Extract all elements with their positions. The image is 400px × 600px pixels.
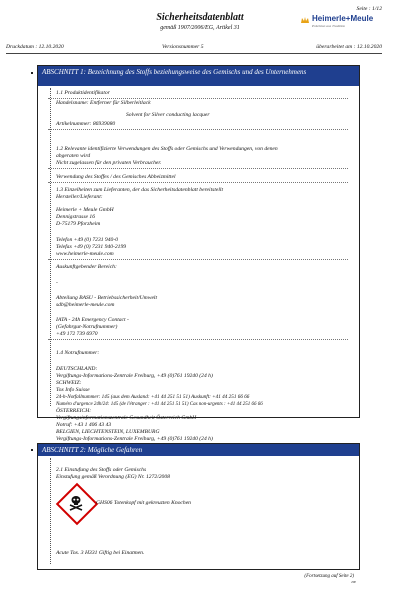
brand-name: Heimerle+Meule [312, 14, 374, 23]
page-number: Seite : 1/12 [356, 6, 382, 12]
divider [48, 129, 348, 130]
company-fax[interactable]: Telefax +49 (0) 7231 940-2199 [56, 244, 127, 250]
divider [48, 98, 348, 99]
section-1-rule [50, 88, 51, 406]
divider [48, 182, 348, 183]
section-marker [31, 72, 33, 74]
section-2-rule [50, 458, 51, 564]
iata-phone: +49 172 739 6970 [56, 331, 98, 337]
heading-1-3: 1.3 Einzelheiten zum Lieferanten, der das Sicherheitsdatenblatt bereitstellt [56, 187, 224, 193]
version-number: Versionsnummer 5 [162, 44, 204, 50]
country-be-li-lu: BELGIEN, LIECHTENSTEIN, LUXEMBURG [56, 429, 160, 435]
emergency-be-li-lu: Vergiftungs-Informations-Zentrale Freiburg, +49 (0)761 19240 (24 h) [56, 436, 213, 442]
country-at: ÖSTERREICH: [56, 408, 92, 414]
poison-center-at: Vergiftungsinformationszentrale Gesundheit Österreich GmbH [56, 415, 197, 421]
continued-note: (Fortsetzung auf Seite 2) [304, 574, 354, 579]
hazard-statement: Acute Tox. 3 H331 Giftig bei Einatmen. [56, 550, 145, 556]
use-of-substance: Verwendung des Stoffes / des Gemisches Abbeizmittel [56, 174, 176, 180]
section-1-heading: ABSCHNITT 1: Bezeichnung des Stoffs beziehungsweise des Gemischs und des Unternehmens [38, 66, 359, 86]
emergency-at: Notruf: +43 1 406 43 43 [56, 422, 112, 428]
heading-1-2: 1.2 Relevante identifizierte Verwendungen des Stoffs oder Gemischs und Verwendungen, von denen [56, 146, 278, 152]
crown-icon [300, 15, 310, 25]
trade-name-en: Solvent for Silver conducting lacquer [126, 112, 210, 118]
company-city: D-75179 Pforzheim [56, 221, 101, 227]
iata-contact: IATA - 24h Emergency Contact - [56, 317, 129, 323]
language-code: DE [351, 580, 356, 584]
info-department-label: Auskunftgebender Bereich: [56, 264, 117, 270]
skull-crossbones-icon [64, 491, 88, 515]
company-phone: Telefon +49 (0) 7231 940-0 [56, 237, 118, 243]
department-name: Abteilung BASU - Betriebssicherheit/Umwelt [56, 295, 158, 301]
revision-date: überarbeitet am : 12.10.2020 [316, 44, 382, 50]
divider [48, 339, 348, 340]
emergency-de: Vergiftungs-Informations-Zentrale Freiburg, +49 (0)761 19240 (24 h) [56, 373, 213, 379]
document-title: Sicherheitsdatenblatt [156, 12, 244, 23]
brand-logo [300, 13, 386, 31]
divider [48, 168, 348, 169]
divider [48, 259, 348, 260]
heading-1-1: 1.1 Produktidentifikator [56, 90, 110, 96]
classification-regulation: Einstufung gemäß Verordnung (EG) Nr. 1272/2008 [56, 474, 170, 480]
heading-2-1: 2.1 Einstufung des Stoffs oder Gemischs [56, 467, 147, 473]
brand-tagline: Präzision aus Tradition [312, 24, 346, 28]
emergency-ch-fr: Numéro d'urgence 24h/24: 145 (de l'étranger : +41 44 251 51 51) Cas non-urgents : +41 44 251 66 66 [56, 402, 263, 407]
tox-info: Tox Info Suisse [56, 387, 90, 393]
company-street: Dennigstrasse 16 [56, 214, 96, 220]
iata-label: (Gefahrgut-Notrufnummer) [56, 324, 118, 330]
manufacturer-label: Hersteller/Lieferant: [56, 194, 103, 200]
section-2-heading: ABSCHNITT 2: Mögliche Gefahren [38, 444, 359, 456]
document-subtitle: gemäß 1907/2006/EG, Artikel 31 [160, 25, 240, 31]
ghs06-pictogram [58, 485, 94, 521]
info-dash: - [56, 280, 58, 286]
company-name: Heimerle + Meule GmbH [56, 207, 114, 213]
section-marker [31, 449, 33, 451]
country-ch: SCHWEIZ: [56, 380, 82, 386]
department-email[interactable]: sdb@heimerle-meule.com [56, 302, 115, 308]
heading-1-2-cont: abgeraten wird [56, 153, 91, 159]
header-divider [6, 53, 382, 54]
print-date: Druckdatum : 12.10.2020 [6, 44, 64, 50]
country-de: DEUTSCHLAND: [56, 366, 98, 372]
ghs06-label: GHS06 Totenkopf mit gekreuzten Knochen [96, 500, 191, 506]
emergency-ch-de: 24-h-Notfallnummer: 145 (aus dem Ausland: +41 44 251 51 51) Auskunft: +41 44 251 66 66 [56, 394, 250, 400]
article-number: Artikelnummer: 86939080 [56, 121, 116, 127]
heading-1-4: 1.4 Notrufnummer: [56, 350, 100, 356]
trade-name: Handelsname: Entferner für Silberleitlack [56, 100, 151, 106]
private-use-note: Nicht zugelassen für den privaten Verbraucher. [56, 160, 162, 166]
company-website[interactable]: www.heimerle-meule.com [56, 251, 114, 257]
